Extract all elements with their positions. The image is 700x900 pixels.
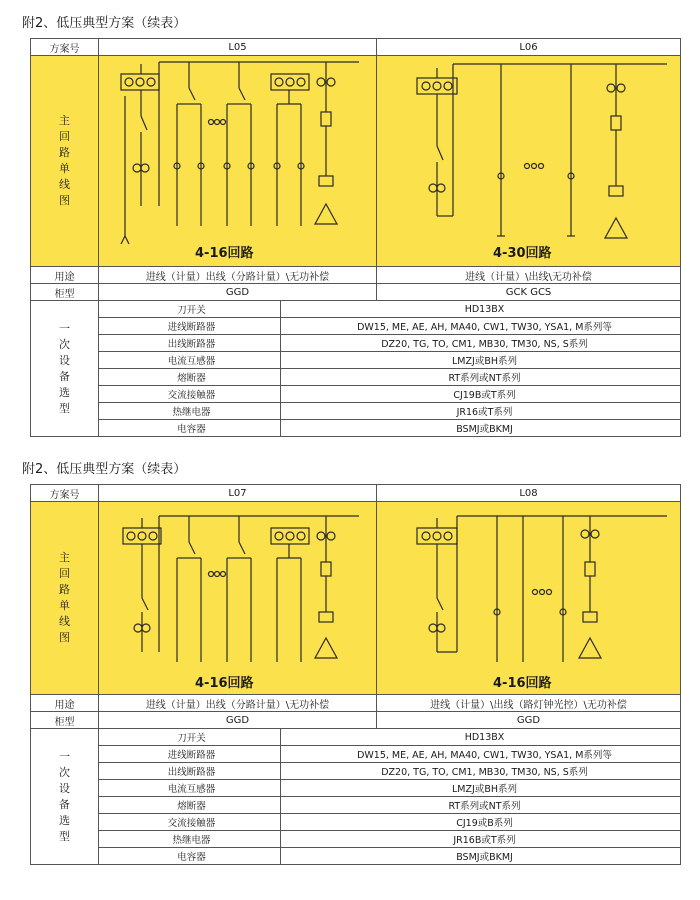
equip-name: 刀开关 xyxy=(99,729,281,746)
scheme-l08-header: L08 xyxy=(377,485,681,502)
l08-cabinet: GGD xyxy=(377,712,681,729)
l06-cabinet: GCK GCS xyxy=(377,284,681,301)
equipment-side-label: 一 次 设 备 选 型 xyxy=(31,729,99,865)
equip-name: 熔断器 xyxy=(99,369,281,386)
scheme-table-1 xyxy=(30,38,681,437)
equip-name: 电容器 xyxy=(99,848,281,865)
equip-name: 电流互感器 xyxy=(99,780,281,797)
l05-diagram xyxy=(99,56,377,267)
usage-label: 用途 xyxy=(31,267,99,284)
l07-circuit-count: 4-16回路 xyxy=(195,676,254,691)
scheme-number-label: 方案号 xyxy=(31,485,99,502)
l07-single-line-diagram xyxy=(99,502,375,694)
equip-value: HD13BX xyxy=(281,301,681,318)
l07-cabinet: GGD xyxy=(99,712,377,729)
equip-name: 熔断器 xyxy=(99,797,281,814)
l08-single-line-diagram xyxy=(377,502,681,694)
diagram-side-label: 主 回 路 单 线 图 xyxy=(31,56,99,267)
equip-name: 进线断路器 xyxy=(99,318,281,335)
equip-name: 出线断路器 xyxy=(99,335,281,352)
equip-value: BSMJ或BKMJ xyxy=(281,420,681,437)
scheme-l06-header: L06 xyxy=(377,39,681,56)
l06-diagram xyxy=(377,56,681,267)
equip-value: DW15, ME, AE, AH, MA40, CW1, TW30, YSA1, M系列等 xyxy=(281,318,681,335)
equip-value: CJ19或B系列 xyxy=(281,814,681,831)
section2-caption: 附2、低压典型方案（续表） xyxy=(22,462,187,477)
equipment-side-label: 一 次 设 备 选 型 xyxy=(31,301,99,437)
equip-value: DZ20, TG, TO, CM1, MB30, TM30, NS, S系列 xyxy=(281,335,681,352)
l05-single-line-diagram xyxy=(99,56,375,266)
scheme-table-2 xyxy=(30,484,681,865)
equip-value: JR16B或T系列 xyxy=(281,831,681,848)
diagram-side-label: 主 回 路 单 线 图 xyxy=(31,502,99,695)
equip-value: DZ20, TG, TO, CM1, MB30, TM30, NS, S系列 xyxy=(281,763,681,780)
cabinet-label: 柜型 xyxy=(31,284,99,301)
l05-circuit-count: 4-16回路 xyxy=(195,246,254,261)
l06-circuit-count: 4-30回路 xyxy=(493,246,552,261)
equip-value: RT系列或NT系列 xyxy=(281,369,681,386)
equip-value: JR16或T系列 xyxy=(281,403,681,420)
equip-name: 刀开关 xyxy=(99,301,281,318)
equip-name: 电流互感器 xyxy=(99,352,281,369)
equip-name: 热继电器 xyxy=(99,831,281,848)
l05-cabinet: GGD xyxy=(99,284,377,301)
cabinet-label: 柜型 xyxy=(31,712,99,729)
l08-diagram xyxy=(377,502,681,695)
equip-value: RT系列或NT系列 xyxy=(281,797,681,814)
equip-name: 交流接触器 xyxy=(99,386,281,403)
equip-name: 热继电器 xyxy=(99,403,281,420)
equip-name: 出线断路器 xyxy=(99,763,281,780)
scheme-l05-header: L05 xyxy=(99,39,377,56)
l08-usage: 进线（计量）\出线（路灯钟光控）\无功补偿 xyxy=(377,695,681,712)
l06-usage: 进线（计量）\出线\无功补偿 xyxy=(377,267,681,284)
equip-value: BSMJ或BKMJ xyxy=(281,848,681,865)
scheme-l07-header: L07 xyxy=(99,485,377,502)
l08-circuit-count: 4-16回路 xyxy=(493,676,552,691)
equip-name: 交流接触器 xyxy=(99,814,281,831)
equip-name: 进线断路器 xyxy=(99,746,281,763)
l06-single-line-diagram xyxy=(377,56,681,266)
l07-diagram xyxy=(99,502,377,695)
equip-value: LMZJ或BH系列 xyxy=(281,780,681,797)
scheme-number-label: 方案号 xyxy=(31,39,99,56)
equip-value: HD13BX xyxy=(281,729,681,746)
equip-name: 电容器 xyxy=(99,420,281,437)
section1-caption: 附2、低压典型方案（续表） xyxy=(22,16,187,31)
l05-usage: 进线（计量）出线（分路计量）\无功补偿 xyxy=(99,267,377,284)
equip-value: LMZJ或BH系列 xyxy=(281,352,681,369)
l07-usage: 进线（计量）出线（分路计量）\无功补偿 xyxy=(99,695,377,712)
usage-label: 用途 xyxy=(31,695,99,712)
equip-value: CJ19B或T系列 xyxy=(281,386,681,403)
equip-value: DW15, ME, AE, AH, MA40, CW1, TW30, YSA1, M系列等 xyxy=(281,746,681,763)
